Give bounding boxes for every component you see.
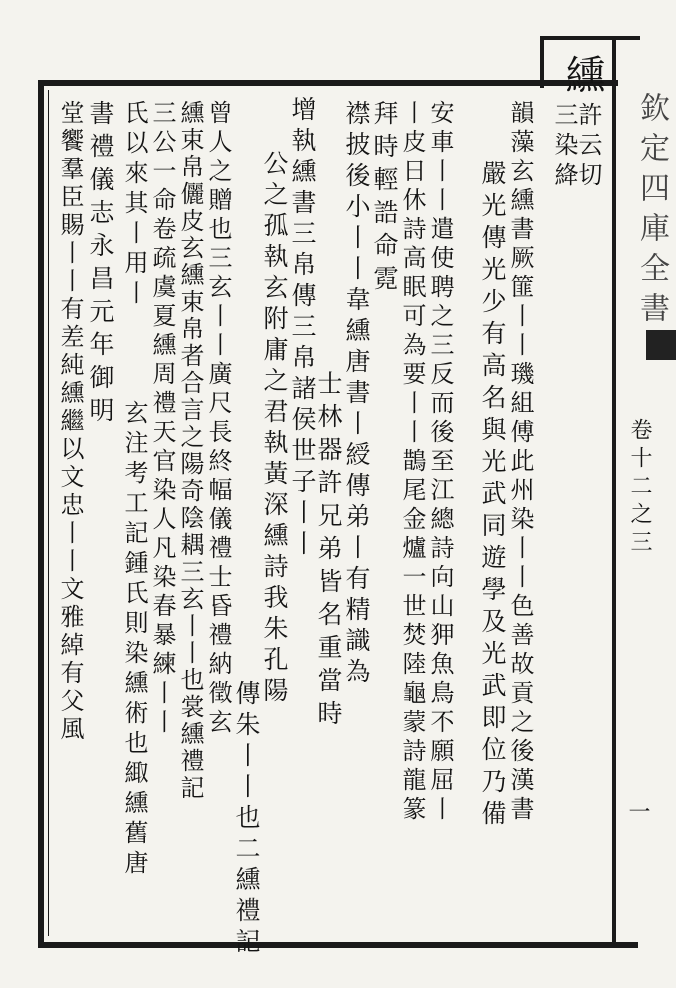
text-column: 士林器許兄弟皆名重當時: [314, 370, 343, 733]
frame-left-rule: [38, 80, 44, 948]
frame-bottom-rule: [38, 942, 638, 948]
text-column: 纁束帛儷皮玄纁束帛者合言之陽奇陰耦三玄丨丨也裳纁禮記: [176, 100, 204, 802]
frame-right-rule: [612, 36, 616, 946]
pronunciation-note: 許云切: [574, 102, 602, 192]
head-character: 纁: [559, 54, 605, 94]
text-column: 安車丨丨遣使聘之三反而後至江總詩向山狎魚鳥不願屈丨: [426, 100, 454, 825]
text-column: 嚴光傳光少有高名與光武同遊學及光武即位乃備: [478, 160, 507, 832]
text-column: 玄注考工記鍾氏則染纁術也緅纁舊唐: [120, 400, 148, 880]
text-column: 傳朱丨丨也二纁禮記: [232, 680, 261, 959]
margin-folio: 一: [625, 800, 650, 822]
text-column: 氏以來其丨用丨: [120, 100, 148, 310]
text-column: 三公一命卷疏虞夏纁周禮天官染人凡染春暴練丨丨: [148, 100, 176, 738]
header-box-left: [540, 36, 544, 88]
header-box-top: [540, 36, 640, 40]
text-column: 書禮儀志永昌元年御明: [86, 100, 115, 430]
text-column: 丨皮日休詩高眠可為要丨丨鵲尾金爐一世焚陸龜蒙詩龍篆: [398, 100, 426, 825]
text-column: 襟披後小丨丨韋纁唐書丨綬傳弟丨有精識為: [342, 100, 371, 689]
text-column: 公之孤執玄附庸之君執黃深纁詩我朱孔陽: [260, 150, 289, 708]
margin-divider: [646, 330, 676, 360]
frame-top-rule: [38, 80, 618, 86]
definition-note: 三染絳: [550, 102, 578, 192]
margin-series-title: 欽定四庫全書: [634, 92, 669, 332]
text-column: 曾人之贈也三玄丨丨廣尺長終幅儀禮士昏禮納徵玄: [204, 100, 232, 738]
margin-volume: 卷十二之三: [627, 418, 652, 558]
text-column: 堂饗羣臣賜丨丨有差純纁繼以文忠丨丨文雅綽有父風: [56, 100, 84, 744]
inner-left-rule: [48, 90, 49, 936]
text-column: 增執纁書三帛傳三帛諸侯世子丨丨: [288, 96, 317, 561]
text-column: 韻藻玄纁書厥篚丨丨璣組傅此州染丨丨色善故貢之後漢書: [506, 100, 534, 825]
text-column: 拜時輕誥命霓: [370, 100, 399, 298]
